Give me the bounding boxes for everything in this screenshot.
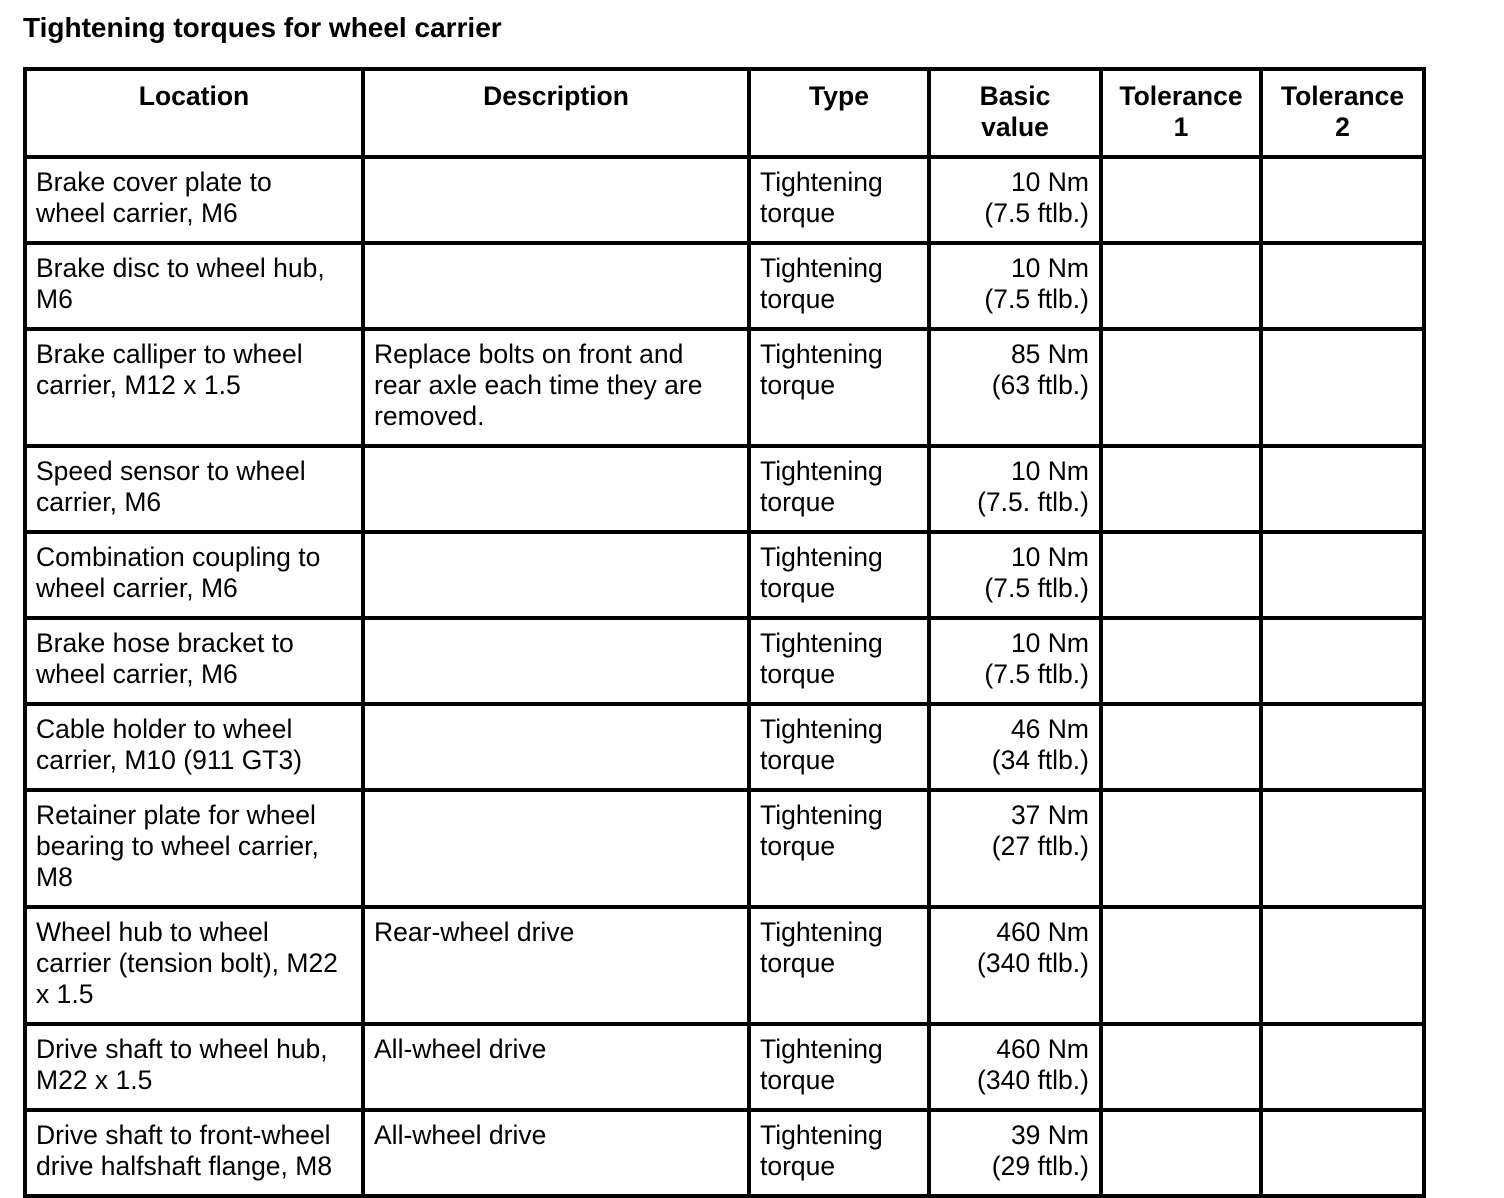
cell-description bbox=[363, 157, 749, 243]
cell-type bbox=[749, 243, 929, 329]
cell-description bbox=[363, 532, 749, 618]
table-row bbox=[25, 1024, 1424, 1110]
cell-description bbox=[363, 1024, 749, 1110]
torque-table bbox=[23, 67, 1426, 1198]
table-row bbox=[25, 907, 1424, 1024]
cell-type-line: torque bbox=[760, 745, 836, 775]
cell-tolerance-1 bbox=[1101, 329, 1261, 446]
header-tolerance-2 bbox=[1261, 69, 1424, 157]
cell-location-line: Cable holder to wheel bbox=[36, 714, 293, 744]
cell-location-line: M8 bbox=[36, 862, 73, 892]
cell-basic-value-line: 10 Nm bbox=[1010, 167, 1089, 197]
header-tolerance-1 bbox=[1101, 69, 1261, 157]
cell-description bbox=[363, 446, 749, 532]
cell-type-line: Tightening bbox=[760, 542, 883, 572]
table-row bbox=[25, 1110, 1424, 1196]
cell-tolerance-2 bbox=[1261, 329, 1424, 446]
cell-location-line: carrier, M12 x 1.5 bbox=[36, 370, 241, 400]
cell-tolerance-1 bbox=[1101, 532, 1261, 618]
cell-type-line: Tightening bbox=[760, 1034, 883, 1064]
cell-tolerance-2 bbox=[1261, 243, 1424, 329]
cell-location bbox=[25, 1110, 363, 1196]
cell-location bbox=[25, 532, 363, 618]
cell-basic-value-line: 10 Nm bbox=[1010, 542, 1089, 572]
cell-type-line: Tightening bbox=[760, 917, 883, 947]
cell-description bbox=[363, 790, 749, 907]
cell-location-line: wheel carrier, M6 bbox=[36, 659, 238, 689]
cell-location-line: wheel carrier, M6 bbox=[36, 573, 238, 603]
cell-basic-value bbox=[929, 1110, 1101, 1196]
cell-basic-value-line: (63 ftlb.) bbox=[991, 370, 1089, 400]
cell-location-line: wheel carrier, M6 bbox=[36, 198, 238, 228]
cell-description-line: All-wheel drive bbox=[374, 1120, 547, 1150]
table-row bbox=[25, 329, 1424, 446]
cell-tolerance-2 bbox=[1261, 704, 1424, 790]
cell-basic-value-line: (7.5 ftlb.) bbox=[984, 659, 1089, 689]
cell-location-line: drive halfshaft flange, M8 bbox=[36, 1151, 333, 1181]
cell-type-line: Tightening bbox=[760, 456, 883, 486]
cell-location-line: Brake disc to wheel hub, bbox=[36, 253, 325, 283]
table-row bbox=[25, 243, 1424, 329]
cell-basic-value-line: (29 ftlb.) bbox=[991, 1151, 1089, 1181]
cell-location-line: Drive shaft to front-wheel bbox=[36, 1120, 331, 1150]
header-tol1-line: Tolerance bbox=[1119, 81, 1243, 111]
cell-location bbox=[25, 446, 363, 532]
cell-type-line: torque bbox=[760, 1151, 836, 1181]
header-tol2-line: 2 bbox=[1335, 112, 1350, 142]
cell-description-line: Rear-wheel drive bbox=[374, 917, 575, 947]
cell-tolerance-1 bbox=[1101, 157, 1261, 243]
cell-basic-value-line: (7.5 ftlb.) bbox=[984, 573, 1089, 603]
cell-location-line: Drive shaft to wheel hub, bbox=[36, 1034, 328, 1064]
cell-basic-value bbox=[929, 157, 1101, 243]
cell-location-line: Combination coupling to bbox=[36, 542, 321, 572]
header-tol2-line: Tolerance bbox=[1280, 81, 1405, 111]
cell-basic-value bbox=[929, 532, 1101, 618]
cell-basic-value bbox=[929, 790, 1101, 907]
cell-tolerance-2 bbox=[1261, 1110, 1424, 1196]
cell-location-line: M22 x 1.5 bbox=[36, 1065, 153, 1095]
cell-tolerance-1 bbox=[1101, 1024, 1261, 1110]
cell-location bbox=[25, 790, 363, 907]
header-basic-value bbox=[929, 69, 1101, 157]
cell-basic-value-line: 460 Nm bbox=[996, 917, 1089, 947]
cell-description bbox=[363, 704, 749, 790]
cell-tolerance-2 bbox=[1261, 1024, 1424, 1110]
cell-basic-value bbox=[929, 329, 1101, 446]
cell-type-line: torque bbox=[760, 831, 836, 861]
header-type bbox=[749, 69, 929, 157]
page-title: Tightening torques for wheel carrier bbox=[23, 12, 502, 43]
cell-basic-value-line: 10 Nm bbox=[1010, 628, 1089, 658]
cell-type-line: Tightening bbox=[760, 253, 883, 283]
cell-location-line: bearing to wheel carrier, bbox=[36, 831, 319, 861]
cell-basic-value bbox=[929, 446, 1101, 532]
cell-basic-value-line: 10 Nm bbox=[1010, 253, 1089, 283]
cell-tolerance-1 bbox=[1101, 704, 1261, 790]
cell-type bbox=[749, 907, 929, 1024]
cell-location-line: x 1.5 bbox=[36, 979, 94, 1009]
cell-tolerance-2 bbox=[1261, 157, 1424, 243]
table-row bbox=[25, 790, 1424, 907]
cell-type bbox=[749, 790, 929, 907]
cell-type-line: torque bbox=[760, 198, 836, 228]
cell-location-line: M6 bbox=[36, 284, 73, 314]
cell-tolerance-1 bbox=[1101, 907, 1261, 1024]
cell-type bbox=[749, 446, 929, 532]
cell-description bbox=[363, 1110, 749, 1196]
cell-basic-value bbox=[929, 243, 1101, 329]
cell-basic-value-line: (7.5 ftlb.) bbox=[984, 284, 1089, 314]
cell-type-line: torque bbox=[760, 659, 836, 689]
cell-type bbox=[749, 1110, 929, 1196]
cell-location bbox=[25, 618, 363, 704]
cell-tolerance-2 bbox=[1261, 446, 1424, 532]
cell-basic-value bbox=[929, 907, 1101, 1024]
header-location-label: Location bbox=[138, 81, 250, 111]
cell-description-line: All-wheel drive bbox=[374, 1034, 547, 1064]
header-description-label: Description bbox=[483, 81, 629, 111]
cell-location-line: Wheel hub to wheel bbox=[36, 917, 269, 947]
cell-type-line: Tightening bbox=[760, 714, 883, 744]
cell-description bbox=[363, 907, 749, 1024]
cell-location-line: carrier (tension bolt), M22 bbox=[36, 948, 338, 978]
cell-location-line: carrier, M10 (911 GT3) bbox=[36, 745, 303, 775]
header-basic-line: value bbox=[981, 112, 1049, 142]
cell-basic-value-line: (7.5 ftlb.) bbox=[984, 198, 1089, 228]
cell-location-line: carrier, M6 bbox=[36, 487, 162, 517]
cell-description bbox=[363, 329, 749, 446]
cell-type-line: torque bbox=[760, 948, 836, 978]
cell-description-line: removed. bbox=[374, 401, 485, 431]
cell-basic-value-line: 10 Nm bbox=[1010, 456, 1089, 486]
cell-basic-value-line: 85 Nm bbox=[1010, 339, 1089, 369]
cell-description-line: rear axle each time they are bbox=[374, 370, 703, 400]
table-row bbox=[25, 446, 1424, 532]
cell-location bbox=[25, 157, 363, 243]
cell-location bbox=[25, 704, 363, 790]
cell-type bbox=[749, 157, 929, 243]
cell-tolerance-2 bbox=[1261, 532, 1424, 618]
cell-type-line: torque bbox=[760, 1065, 836, 1095]
cell-basic-value-line: 39 Nm bbox=[1010, 1120, 1089, 1150]
header-basic-line: Basic bbox=[979, 81, 1051, 111]
cell-type bbox=[749, 1024, 929, 1110]
cell-type bbox=[749, 704, 929, 790]
cell-basic-value-line: 460 Nm bbox=[996, 1034, 1089, 1064]
cell-location bbox=[25, 243, 363, 329]
cell-location-line: Brake cover plate to bbox=[36, 167, 272, 197]
cell-tolerance-2 bbox=[1261, 907, 1424, 1024]
cell-description-line: Replace bolts on front and bbox=[374, 339, 684, 369]
cell-basic-value bbox=[929, 618, 1101, 704]
cell-type-line: torque bbox=[760, 573, 836, 603]
cell-location bbox=[25, 329, 363, 446]
table-row bbox=[25, 618, 1424, 704]
cell-tolerance-2 bbox=[1261, 618, 1424, 704]
cell-tolerance-1 bbox=[1101, 243, 1261, 329]
cell-tolerance-2 bbox=[1261, 790, 1424, 907]
table-row bbox=[25, 157, 1424, 243]
cell-basic-value-line: 46 Nm bbox=[1010, 714, 1089, 744]
cell-location-line: Brake calliper to wheel bbox=[36, 339, 303, 369]
cell-type-line: Tightening bbox=[760, 1120, 883, 1150]
cell-location-line: Retainer plate for wheel bbox=[36, 800, 316, 830]
table-body bbox=[25, 157, 1424, 1196]
cell-basic-value bbox=[929, 704, 1101, 790]
cell-tolerance-1 bbox=[1101, 1110, 1261, 1196]
cell-location bbox=[25, 1024, 363, 1110]
header-description bbox=[363, 69, 749, 157]
cell-type bbox=[749, 532, 929, 618]
cell-type-line: Tightening bbox=[760, 800, 883, 830]
cell-type-line: torque bbox=[760, 370, 836, 400]
cell-description bbox=[363, 243, 749, 329]
cell-type bbox=[749, 618, 929, 704]
table-row bbox=[25, 704, 1424, 790]
cell-description bbox=[363, 618, 749, 704]
cell-type-line: Tightening bbox=[760, 628, 883, 658]
header-location bbox=[25, 69, 363, 157]
cell-location bbox=[25, 907, 363, 1024]
cell-type-line: torque bbox=[760, 487, 836, 517]
table-header-row bbox=[25, 69, 1424, 157]
cell-basic-value-line: 37 Nm bbox=[1010, 800, 1089, 830]
cell-type-line: Tightening bbox=[760, 339, 883, 369]
cell-tolerance-1 bbox=[1101, 618, 1261, 704]
header-tol1-line: 1 bbox=[1173, 112, 1189, 142]
cell-type bbox=[749, 329, 929, 446]
cell-basic-value-line: (340 ftlb.) bbox=[977, 948, 1089, 978]
cell-location-line: Speed sensor to wheel bbox=[36, 456, 306, 486]
table-row bbox=[25, 532, 1424, 618]
cell-type-line: Tightening bbox=[760, 167, 883, 197]
cell-basic-value bbox=[929, 1024, 1101, 1110]
cell-basic-value-line: (7.5. ftlb.) bbox=[977, 487, 1089, 517]
cell-basic-value-line: (340 ftlb.) bbox=[977, 1065, 1089, 1095]
cell-type-line: torque bbox=[760, 284, 836, 314]
cell-location-line: Brake hose bracket to bbox=[36, 628, 294, 658]
cell-tolerance-1 bbox=[1101, 446, 1261, 532]
cell-tolerance-1 bbox=[1101, 790, 1261, 907]
cell-basic-value-line: (34 ftlb.) bbox=[991, 745, 1089, 775]
header-type-label: Type bbox=[809, 81, 869, 111]
cell-basic-value-line: (27 ftlb.) bbox=[991, 831, 1089, 861]
